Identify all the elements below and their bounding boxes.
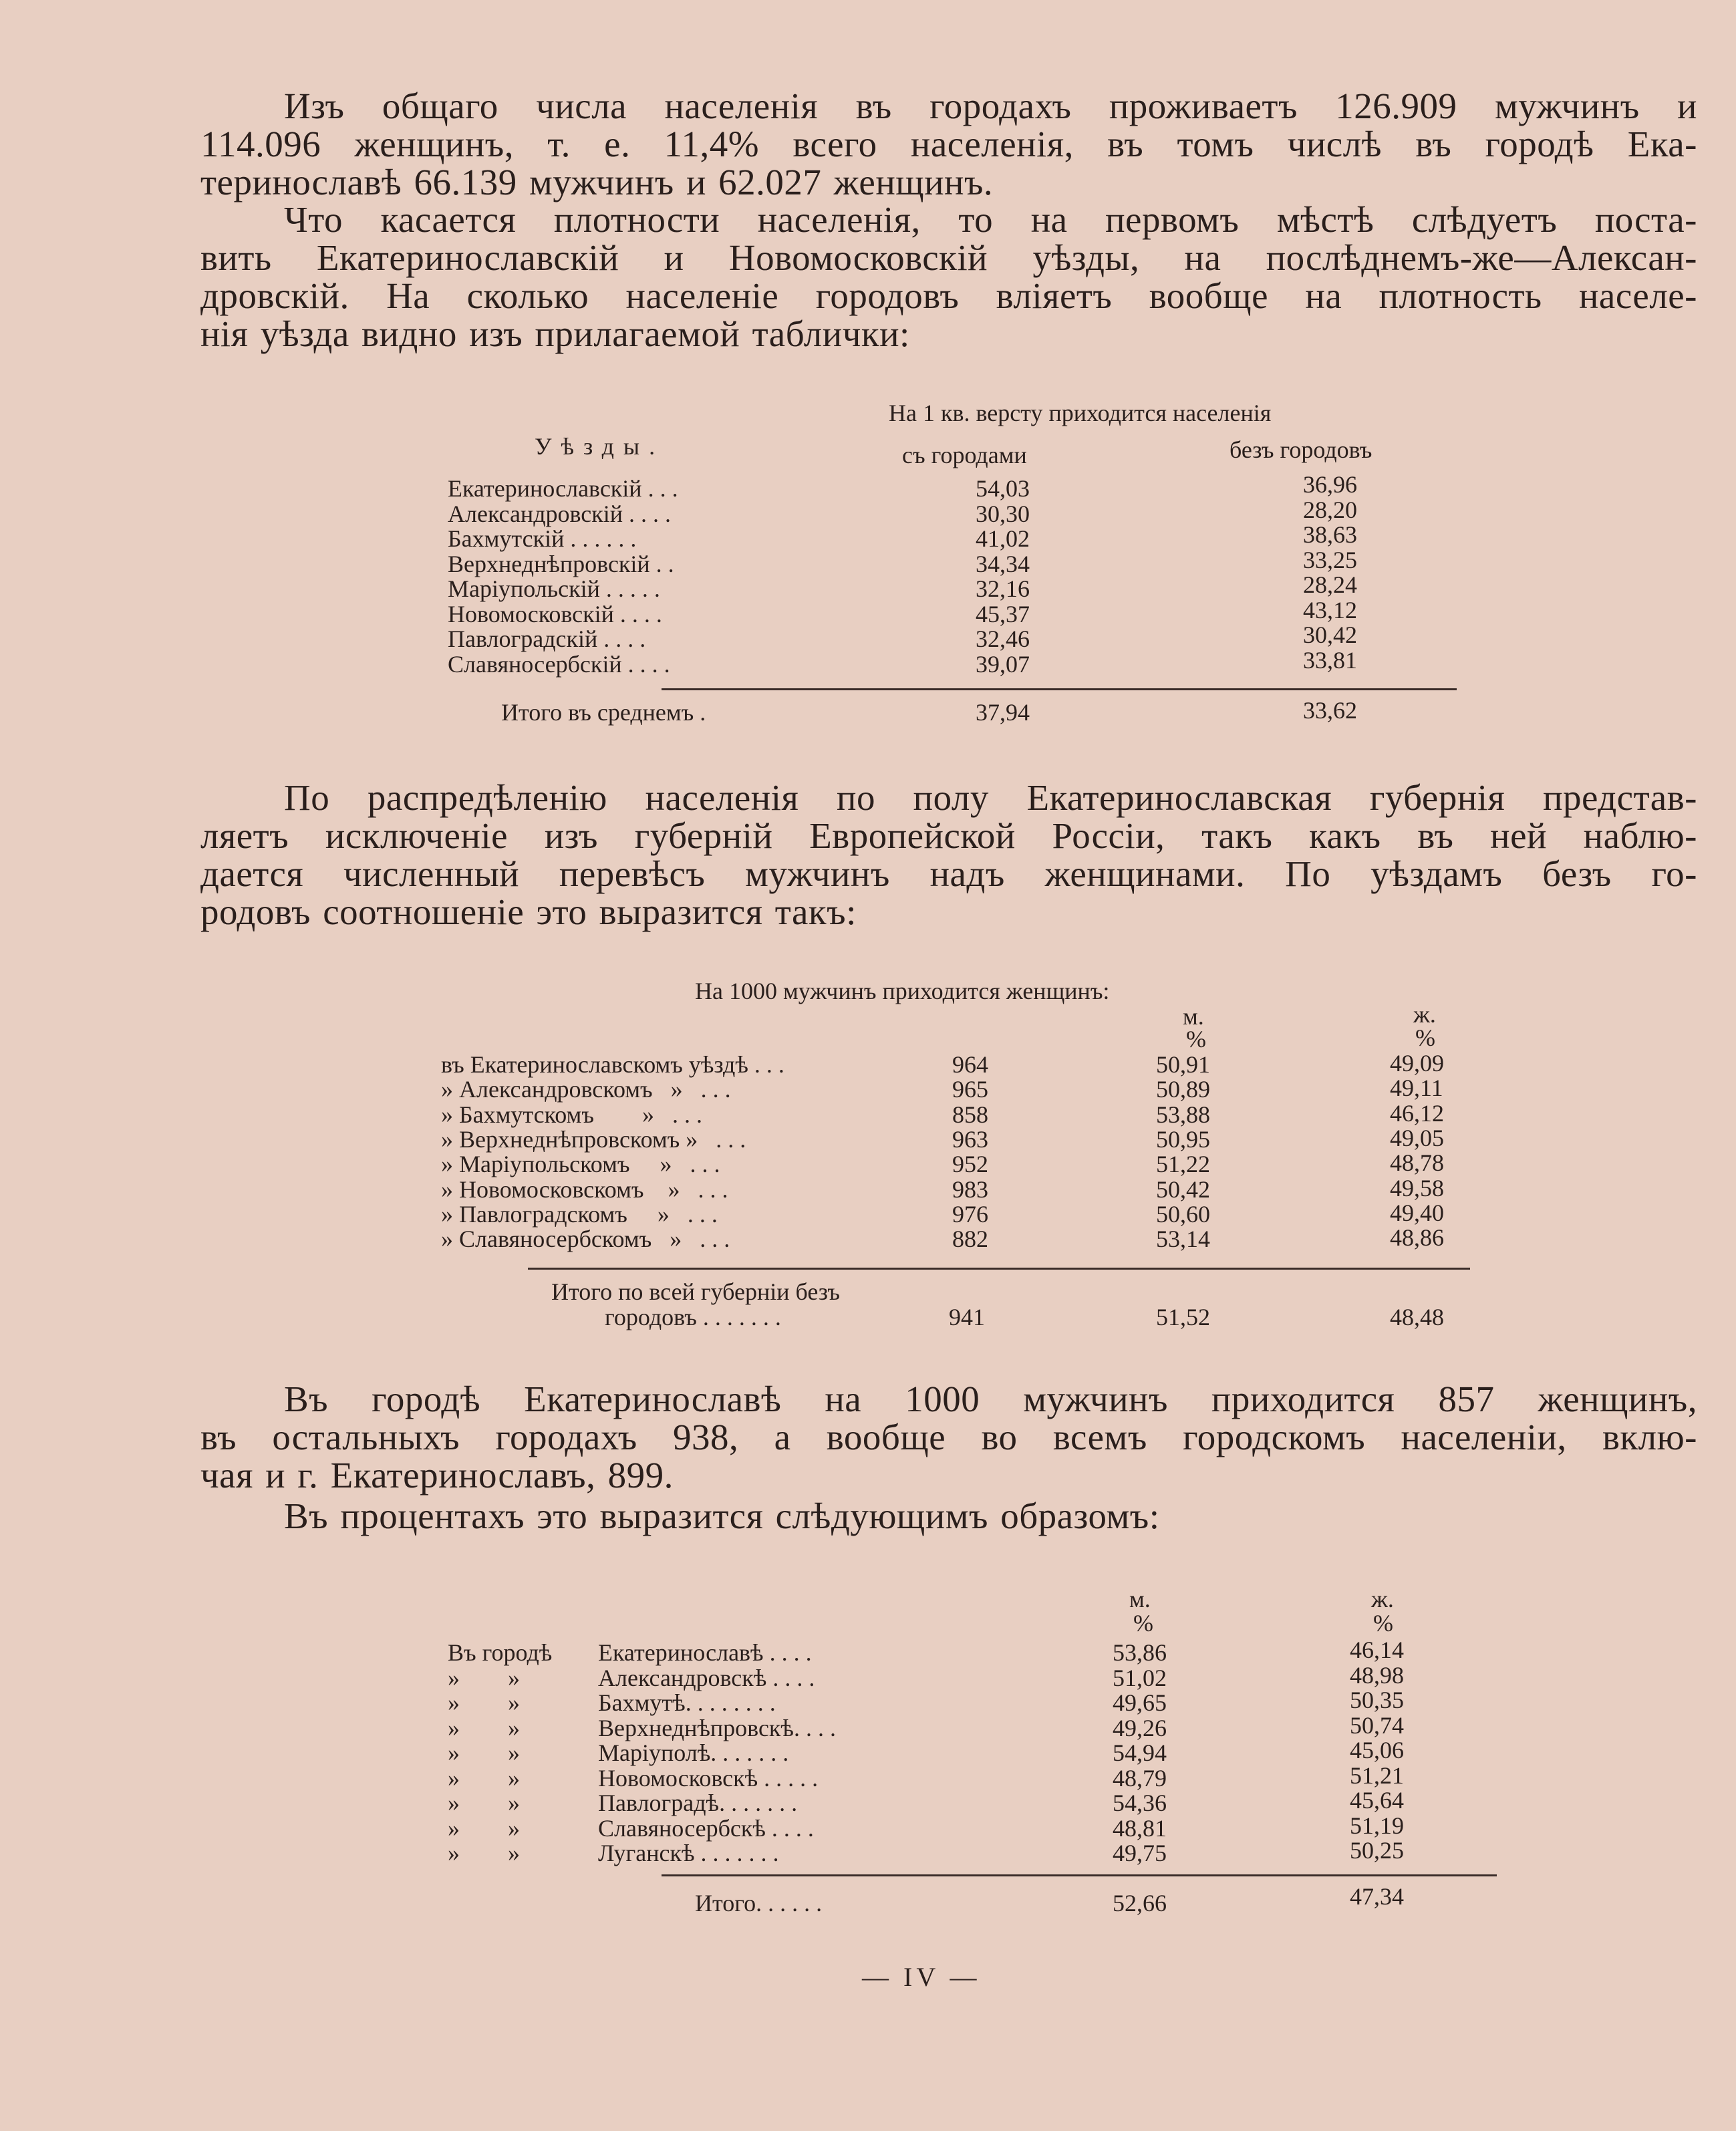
women-percent: 49,05 (1390, 1124, 1444, 1151)
district-name: » Павлоградскомъ » . . . (441, 1200, 718, 1228)
women-percent: 46,12 (1390, 1099, 1444, 1127)
district-name: Павлоградскій . . . . (448, 625, 646, 652)
column-header-without-cities: безъ городовъ (1229, 436, 1372, 463)
district-name: » Маріупольскомъ » . . . (441, 1151, 720, 1178)
total-women: 48,48 (1390, 1304, 1444, 1330)
district-name: Александровскій . . . . (448, 500, 672, 527)
women-percent: 50,25 (1350, 1837, 1404, 1864)
district-name: Екатеринославскій . . . (448, 475, 678, 502)
men-percent: 53,14 (1156, 1226, 1210, 1253)
density-table (441, 401, 1457, 735)
district-name: Верхнеднѣпровскій . . (448, 550, 674, 577)
district-name: » Бахмутскомъ » . . . (441, 1101, 702, 1128)
text-line: Изъ общаго числа населенія въ городахъ проживаетъ 126.909 мужчинъ и (284, 86, 1697, 126)
women-percent: 51,19 (1350, 1812, 1404, 1839)
city-prefix: » » (448, 1790, 520, 1816)
city-name: Александровскѣ . . . . (598, 1664, 815, 1691)
district-name: » Александровскомъ » . . . (441, 1076, 731, 1103)
men-percent: 49,65 (1113, 1689, 1167, 1716)
density-with-cities: 39,07 (976, 650, 1030, 678)
women-per-1000: 983 (952, 1175, 988, 1203)
total-label: городовъ . . . . . . . (605, 1304, 781, 1330)
women-percent: 45,64 (1350, 1787, 1404, 1814)
women-percent: 50,74 (1350, 1711, 1404, 1739)
men-percent: 50,60 (1156, 1200, 1210, 1228)
table-header: На 1000 мужчинъ приходится женщинъ: (695, 978, 1110, 1004)
city-name: Маріуполѣ. . . . . . . (598, 1739, 789, 1766)
city-percent-table (441, 1587, 1483, 1935)
paragraph-sex-distribution (200, 778, 1697, 931)
paragraph-percent-intro (200, 1497, 1697, 1535)
women-per-1000: 965 (952, 1076, 988, 1103)
density-without-cities: 43,12 (1303, 596, 1357, 623)
men-percent: 50,95 (1156, 1125, 1210, 1153)
paragraph-city-ratio (200, 1380, 1697, 1494)
men-percent: 48,79 (1113, 1764, 1167, 1792)
density-without-cities: 36,96 (1303, 471, 1357, 498)
women-percent: 49,58 (1390, 1174, 1444, 1201)
women-per-1000: 976 (952, 1200, 988, 1228)
men-percent: 54,36 (1113, 1790, 1167, 1816)
total-men: 51,52 (1156, 1304, 1210, 1330)
district-name: Новомосковскій . . . . (448, 600, 662, 627)
women-percent: 48,98 (1350, 1661, 1404, 1689)
men-percent: 51,22 (1156, 1151, 1210, 1178)
text-line: вить Екатеринославскій и Новомосковскій уѣзды, на послѣднемъ-же—Алексан- (200, 237, 1697, 278)
men-percent: 50,42 (1156, 1175, 1210, 1203)
city-name: Славяносербскѣ . . . . (598, 1814, 814, 1842)
city-name: Екатеринославѣ . . . . (598, 1639, 812, 1666)
city-prefix: » » (448, 1814, 520, 1842)
text-line: Что касается плотности населенія, то на первомъ мѣстѣ слѣдуетъ поста- (284, 199, 1697, 240)
women-percent: 50,35 (1350, 1687, 1404, 1713)
sex-ratio-table (441, 979, 1483, 1340)
district-name: Славяносербскій . . . . (448, 650, 670, 678)
density-without-cities: 38,63 (1303, 521, 1357, 548)
total-label: Итого. . . . . . (695, 1890, 823, 1916)
density-without-cities: 33,81 (1303, 646, 1357, 674)
women-per-1000: 952 (952, 1151, 988, 1178)
city-prefix: » » (448, 1840, 520, 1866)
women-percent: 49,09 (1390, 1050, 1444, 1077)
text-line: дается численный перевѣсъ мужчинъ надъ женщинами. По уѣздамъ безъ го- (200, 853, 1697, 894)
text-line: ляетъ исключеніе изъ губерній Европейской Россіи, такъ какъ въ ней наблю- (200, 815, 1697, 856)
men-percent: 49,26 (1113, 1714, 1167, 1741)
city-name: Новомосковскѣ . . . . . (598, 1764, 819, 1792)
women-per-1000: 963 (952, 1125, 988, 1153)
text-line: По распредѣленію населенія по полу Екатеринославская губернія представ- (284, 777, 1697, 818)
column-header-women: ж. (1371, 1586, 1394, 1612)
divider (528, 1268, 1470, 1270)
women-per-1000: 882 (952, 1226, 988, 1253)
women-percent: 51,21 (1350, 1761, 1404, 1789)
percent-sign: % (1415, 1024, 1435, 1051)
women-percent: 48,86 (1390, 1224, 1444, 1252)
women-percent: 45,06 (1350, 1737, 1404, 1763)
city-name: Бахмутѣ. . . . . . . . (598, 1689, 776, 1716)
city-prefix: » » (448, 1689, 520, 1716)
density-with-cities: 45,37 (976, 600, 1030, 627)
total-men: 52,66 (1113, 1890, 1167, 1916)
women-percent: 49,40 (1390, 1199, 1444, 1226)
district-name: » Верхнеднѣпровскомъ » . . . (441, 1125, 746, 1153)
men-percent: 49,75 (1113, 1840, 1167, 1866)
city-name: Верхнеднѣпровскѣ. . . . (598, 1714, 836, 1741)
district-name: » Славяносербскомъ » . . . (441, 1226, 730, 1253)
density-with-cities: 41,02 (976, 525, 1030, 552)
men-percent: 53,86 (1113, 1639, 1167, 1666)
women-per-1000: 964 (952, 1051, 988, 1078)
city-name: Павлоградѣ. . . . . . . (598, 1790, 798, 1816)
density-without-cities: 30,42 (1303, 621, 1357, 648)
column-header-men: м. (1183, 1003, 1204, 1030)
text-line: чая и г. Екатеринославъ, 899. (200, 1455, 674, 1496)
divider (662, 688, 1457, 690)
women-percent: 48,78 (1390, 1149, 1444, 1177)
men-percent: 53,88 (1156, 1101, 1210, 1128)
text-line: дровскій. На сколько населеніе городовъ вліяетъ вообще на плотность населе- (200, 275, 1697, 316)
density-with-cities: 34,34 (976, 550, 1030, 577)
density-with-cities: 32,16 (976, 575, 1030, 602)
men-percent: 51,02 (1113, 1664, 1167, 1691)
total-ratio: 941 (949, 1304, 985, 1330)
text-line: родовъ соотношеніе это выразится такъ: (200, 891, 857, 932)
men-percent: 48,81 (1113, 1814, 1167, 1842)
women-per-1000: 858 (952, 1101, 988, 1128)
city-prefix: » » (448, 1739, 520, 1766)
district-name: въ Екатеринославскомъ уѣздѣ . . . (441, 1051, 784, 1078)
total-without-cities: 33,62 (1303, 697, 1357, 724)
text-line: Въ городѣ Екатеринославѣ на 1000 мужчинъ приходится 857 женщинъ, (284, 1379, 1697, 1419)
total-with-cities: 37,94 (976, 699, 1030, 726)
paragraph-population-cities (200, 87, 1697, 201)
column-header-women: ж. (1413, 1001, 1436, 1028)
density-without-cities: 28,24 (1303, 571, 1357, 598)
density-without-cities: 28,20 (1303, 496, 1357, 523)
total-label: Итого въ среднемъ . (501, 699, 706, 726)
density-with-cities: 30,30 (976, 500, 1030, 527)
text-line: 114.096 женщинъ, т. е. 11,4% всего населенія, въ томъ числѣ въ городѣ Ека- (200, 124, 1697, 164)
column-header-districts: Уѣзды. (535, 433, 665, 460)
column-group-header: На 1 кв. версту приходится населенія (889, 400, 1272, 426)
men-percent: 54,94 (1113, 1739, 1167, 1766)
density-with-cities: 32,46 (976, 625, 1030, 652)
percent-sign: % (1186, 1026, 1206, 1052)
district-name: » Новомосковскомъ » . . . (441, 1175, 728, 1203)
city-name: Луганскѣ . . . . . . . (598, 1840, 779, 1866)
density-with-cities: 54,03 (976, 475, 1030, 502)
density-without-cities: 33,25 (1303, 546, 1357, 573)
city-prefix: » » (448, 1664, 520, 1691)
column-header-men: м. (1129, 1586, 1151, 1612)
column-header-with-cities: съ городами (902, 442, 1027, 468)
page-number: — IV — (862, 1962, 981, 1992)
city-prefix: » » (448, 1714, 520, 1741)
total-label: Итого по всей губерніи безъ (551, 1278, 840, 1305)
text-line: теринославѣ 66.139 мужчинъ и 62.027 женщинъ. (200, 162, 994, 202)
city-prefix: » » (448, 1764, 520, 1792)
women-percent: 46,14 (1350, 1637, 1404, 1663)
total-women: 47,34 (1350, 1883, 1404, 1910)
men-percent: 50,91 (1156, 1051, 1210, 1078)
text-line: Въ процентахъ это выразится слѣдующимъ образомъ: (284, 1496, 1160, 1536)
city-prefix: Въ городѣ (448, 1639, 553, 1666)
district-name: Бахмутскій . . . . . . (448, 525, 637, 552)
text-line: нія уѣзда видно изъ прилагаемой таблички: (200, 313, 910, 354)
percent-sign: % (1133, 1610, 1153, 1637)
paragraph-density (200, 200, 1697, 353)
women-percent: 49,11 (1390, 1075, 1443, 1102)
percent-sign: % (1373, 1610, 1393, 1637)
text-line: въ остальныхъ городахъ 938, а вообще во всемъ городскомъ населеніи, вклю- (200, 1417, 1697, 1457)
district-name: Маріупольскій . . . . . (448, 575, 660, 602)
men-percent: 50,89 (1156, 1076, 1210, 1103)
divider (662, 1874, 1497, 1876)
